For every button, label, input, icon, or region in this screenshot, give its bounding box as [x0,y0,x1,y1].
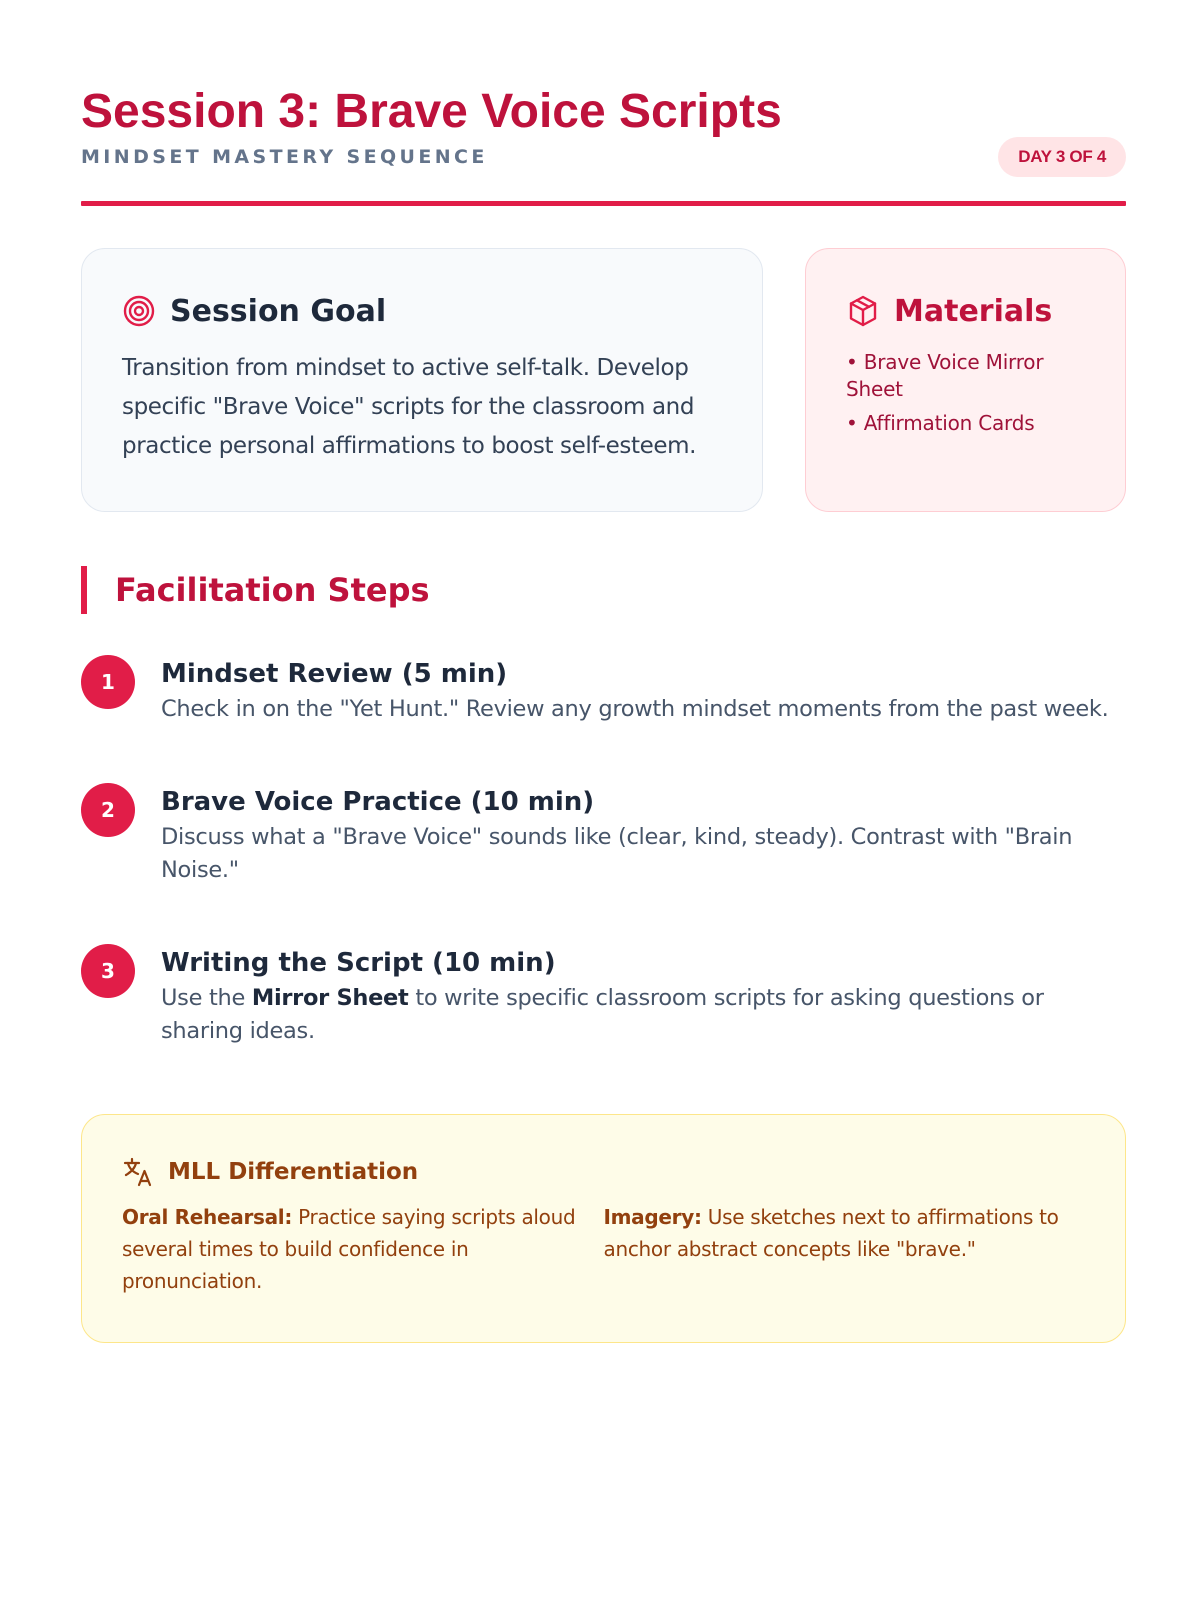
step-title: Writing the Script (10 min) [161,948,556,978]
box-icon [846,294,880,328]
step-desc-text: Use the [161,985,252,1011]
materials-title: Materials [894,293,1053,329]
mll-text: Use sketches next to affirmations to anchor abstract concepts like "brave." [603,1205,1059,1261]
step-description: Check in on the "Yet Hunt." Review any growth mindset moments from the past week. [161,696,1109,722]
translate-icon [122,1156,154,1188]
materials-header [846,293,1095,329]
step-title: Brave Voice Practice (10 min) [161,787,595,817]
materials-item: • Brave Voice Mirror Sheet [846,350,1044,401]
step-number-badge: 3 [81,944,135,998]
mll-title: MLL Differentiation [168,1159,419,1185]
facilitation-steps-heading [81,566,430,614]
session-goal-text: Transition from mindset to active self-talk. Develop specific "Brave Voice" scripts for the classroom and practice personal affirmations to boost self-esteem. [122,355,697,459]
step-number-badge: 1 [81,655,135,709]
step-number-badge: 2 [81,783,135,837]
page-subtitle: MINDSET MASTERY SEQUENCE [81,146,488,168]
step-description [161,982,1126,1048]
materials-list [846,349,1095,437]
header-divider [81,201,1126,206]
mll-label: Oral Rehearsal: [122,1205,293,1229]
session-goal-title: Session Goal [170,293,387,329]
step-title: Mindset Review (5 min) [161,659,508,689]
step-desc-text: to write specific classroom scripts for asking questions or sharing ideas. [161,985,1044,1044]
page-title: Session 3: Brave Voice Scripts [81,85,782,138]
session-goal-header [122,293,722,329]
mll-imagery [604,1201,1086,1297]
materials-card [805,248,1126,512]
mll-differentiation-card [81,1114,1126,1343]
mll-header [122,1155,1085,1189]
facilitation-steps-title: Facilitation Steps [115,571,430,609]
mll-label: Imagery: [603,1205,702,1229]
mll-oral-rehearsal [122,1201,604,1297]
step-desc-bold: Mirror Sheet [251,985,409,1011]
target-icon [122,294,156,328]
materials-item: • Affirmation Cards [846,411,1035,435]
mll-text: Practice saying scripts aloud several times to build confidence in pronunciation. [122,1205,576,1293]
day-badge: DAY 3 OF 4 [998,137,1126,177]
step-description: Discuss what a "Brave Voice" sounds like (clear, kind, steady). Contrast with "Brain Noise." [161,824,1073,883]
session-goal-card [81,248,763,512]
